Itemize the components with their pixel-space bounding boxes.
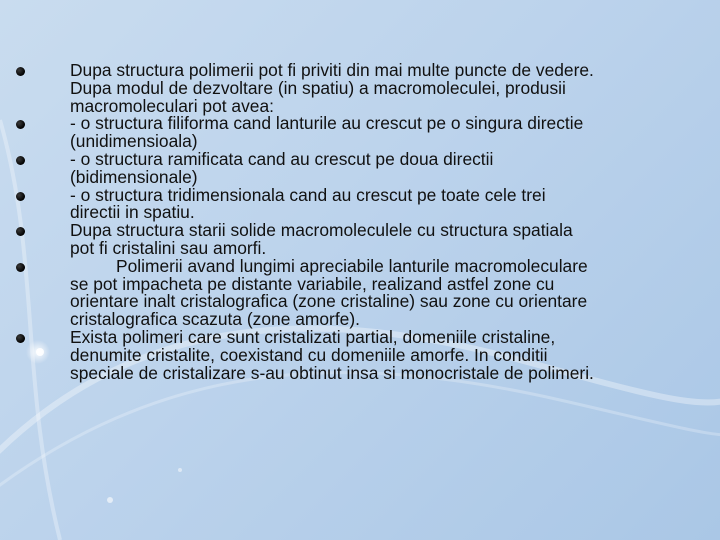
bullet-line: - o structura filiforma cand lanturile au crescut pe o singura directie	[70, 113, 584, 134]
bullet-line: Polimerii avand lungimi apreciabile lanturile macromoleculare	[116, 255, 588, 276]
bullet-line: Exista polimeri care sunt cristalizati partial, domeniile cristaline,	[70, 326, 556, 347]
bullet-dot-icon	[16, 334, 25, 343]
bullet-item	[14, 222, 694, 258]
bullet-item	[14, 115, 694, 151]
bullet-line: - o structura ramificata cand au crescut pe doua directii	[70, 148, 494, 169]
bullet-line: se pot impacheta pe distante variabile, realizand astfel zone cu	[70, 273, 555, 294]
bullet-line: (bidimensionale)	[70, 166, 198, 187]
bullet-item	[14, 184, 694, 223]
bullet-dot-icon	[16, 227, 25, 236]
bullet-line: directii in spatiu.	[70, 202, 195, 223]
bullet-line: pot fi cristalini sau amorfi.	[70, 237, 267, 258]
bullet-list	[14, 62, 694, 382]
bullet-item	[14, 148, 694, 187]
bullet-dot-icon	[16, 67, 25, 76]
bullet-line: macromoleculari pot avea:	[70, 95, 274, 116]
bullet-item	[14, 62, 694, 115]
bullet-line: orientare inalt cristalografica (zone cristaline) sau zone cu orientare	[70, 291, 588, 312]
bullet-dot-icon	[16, 156, 25, 165]
bullet-line: (unidimensioala)	[70, 131, 198, 152]
bullet-dot-icon	[16, 120, 25, 129]
slide-content	[14, 62, 694, 382]
bullet-item	[14, 326, 694, 383]
bullet-line: speciale de cristalizare s-au obtinut insa si monocristale de polimeri.	[70, 362, 594, 383]
bullet-line: Dupa structura starii solide macromoleculele cu structura spatiala	[70, 220, 573, 241]
bullet-line: cristalografica scazuta (zone amorfe).	[70, 309, 360, 330]
bullet-line: Dupa modul de dezvoltare (in spatiu) a macromoleculei, produsii	[70, 77, 566, 98]
bullet-dot-icon	[16, 192, 25, 201]
bullet-line: Dupa structura polimerii pot fi priviti din mai multe puncte de vedere.	[70, 60, 594, 80]
bullet-line: denumite cristalite, coexistand cu domeniile amorfe. In conditii	[70, 344, 548, 365]
bullet-dot-icon	[16, 263, 25, 272]
bullet-line: - o structura tridimensionala cand au crescut pe toate cele trei	[70, 184, 546, 205]
bullet-item	[14, 255, 694, 330]
